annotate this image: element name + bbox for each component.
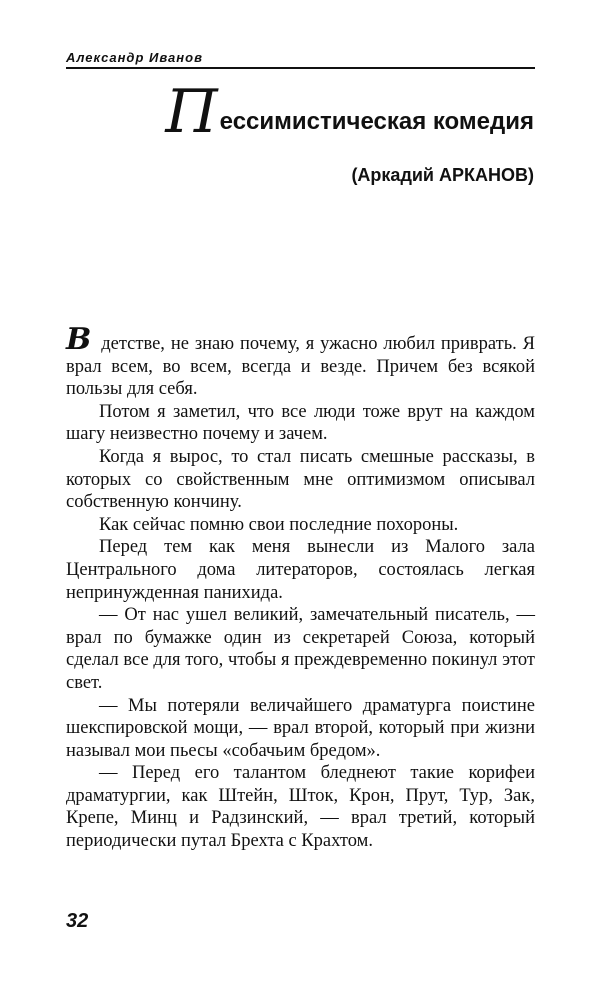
- paragraph-1-text: детстве, не знаю почему, я ужасно любил приврать. Я врал всем, во всем, всегда и везде. Причем без всякой пользы для себя.: [66, 334, 535, 400]
- title-text: ессимистическая комедия: [219, 108, 534, 135]
- title-drop-cap: П: [165, 77, 218, 147]
- running-header-author: Александр Иванов: [66, 50, 203, 65]
- paragraph: Когда я вырос, то стал писать смешные рассказы, в которых со свойственным мне оптимизмом описывал собственную кончину.: [66, 446, 535, 513]
- chapter-title: [165, 77, 534, 147]
- paragraph: Потом я заметил, что все люди тоже врут на каждом шагу неизвестно почему и зачем.: [66, 401, 535, 445]
- chapter-subtitle: (Аркадий АРКАНОВ): [351, 165, 534, 185]
- paragraph: Как сейчас помню свои последние похороны.: [99, 514, 459, 535]
- paragraph: Перед тем как меня вынесли из Малого зала Центрального дома литераторов, состоялась легкая непринужденная панихида.: [66, 537, 535, 603]
- paragraph-drop-cap: В: [66, 322, 92, 357]
- paragraph: — Мы потеряли величайшего драматурга поистине шекспировской мощи, — врал второй, который при жизни называл мои пьесы «собачьим бредом».: [66, 695, 535, 761]
- paragraph: — Перед его талантом бледнеют такие корифеи драматургии, как Штейн, Шток, Крон, Прут, Тур, Зак, Крепе, Минц и Радзинский, — врал третий, который периодически путал Брехта с Крахтом.: [66, 763, 535, 852]
- page-number: 32: [66, 910, 89, 932]
- header-rule: [66, 67, 535, 69]
- body-text: [66, 322, 535, 853]
- paragraph: — От нас ушел великий, замечательный писатель, — врал по бумажке один из секретарей Союза, который сделал все для того, чтобы я преждевременно покинул этот свет.: [66, 605, 535, 693]
- paragraph-1: [66, 322, 535, 401]
